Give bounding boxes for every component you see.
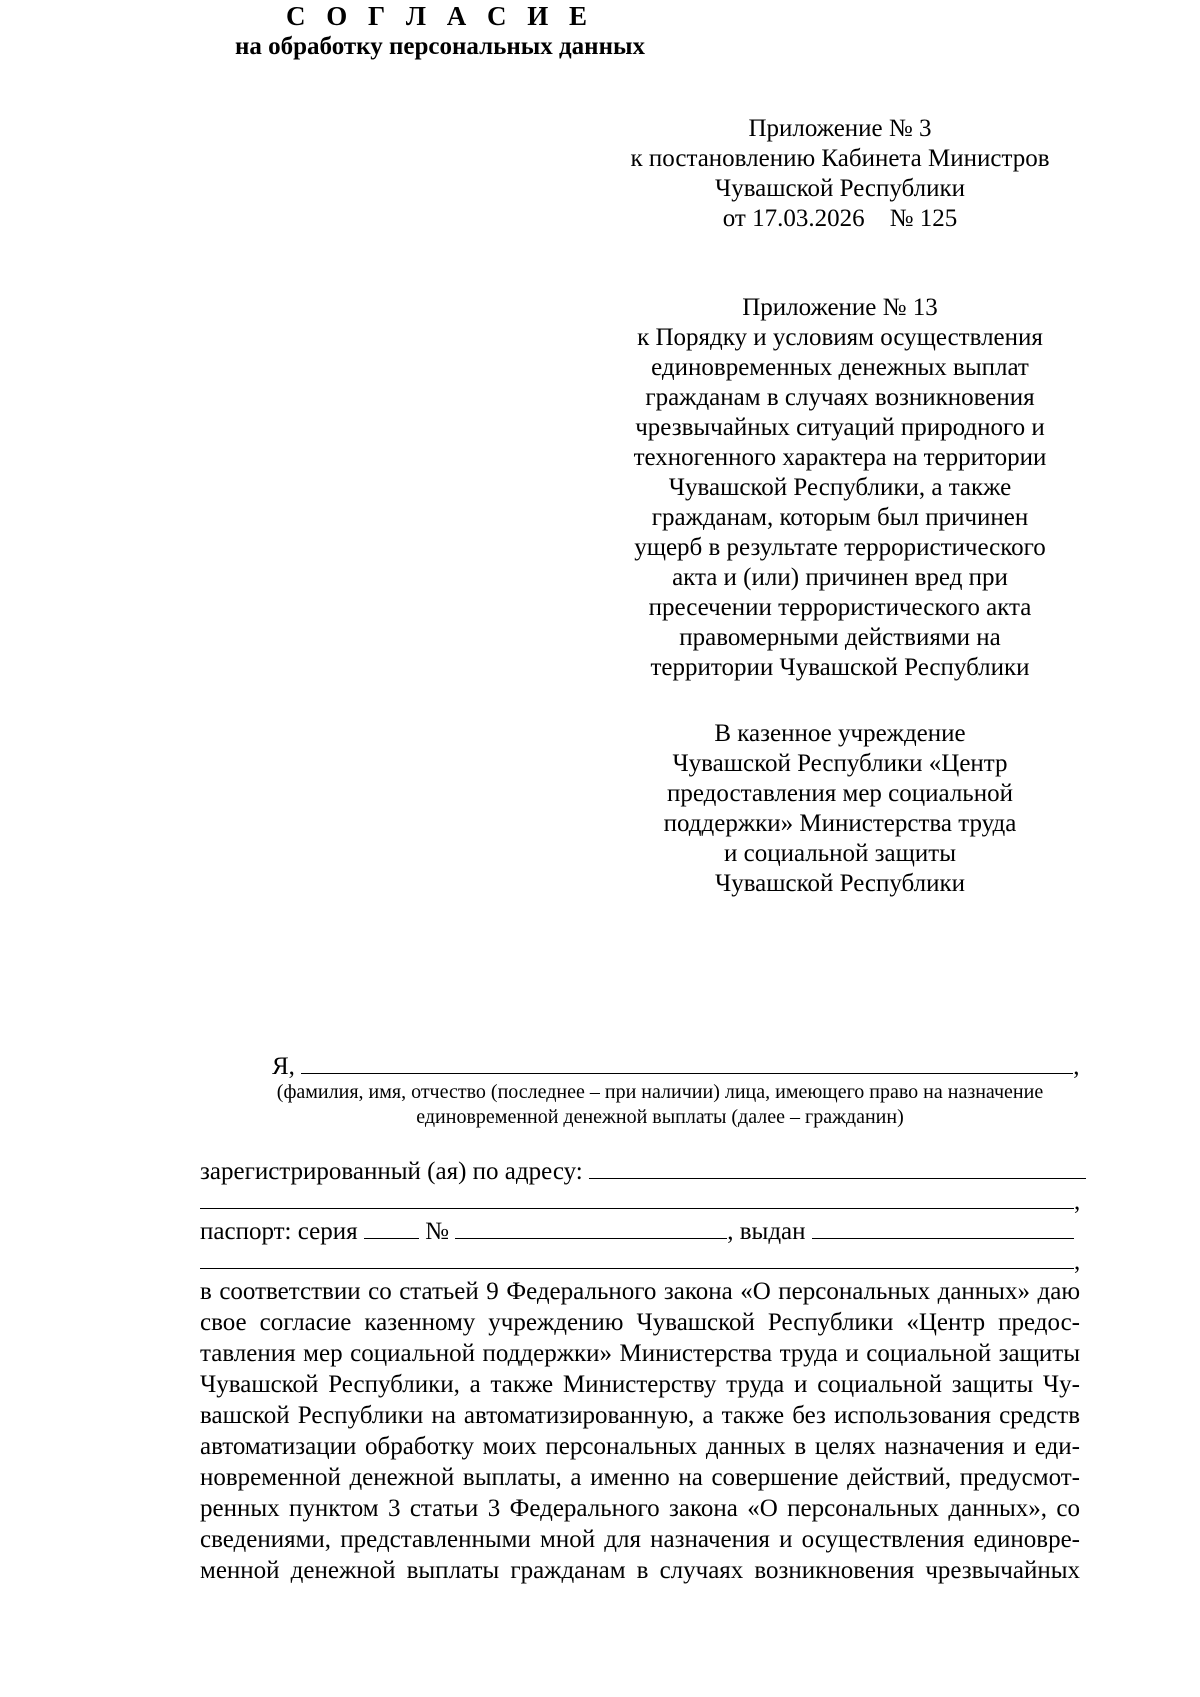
appendix-3-line: от 17.03.2026 № 125 (722, 205, 958, 232)
addressee-line: поддержки» Министерства труда (663, 810, 1017, 837)
passport-label: паспорт: серия (200, 1218, 358, 1245)
addressee-block (600, 719, 1080, 899)
appendix-13-line: правомерными действиями на (679, 624, 1001, 651)
body-line: свое согласие казенному учреждению Чувашской Республики «Центр предос- (200, 1309, 1080, 1336)
consent-body (200, 1276, 1080, 1586)
appendix-3-line: Чувашской Республики (714, 175, 966, 202)
name-field[interactable] (301, 1050, 1073, 1074)
appendix-13-line: техногенного характера на территории (633, 444, 1047, 471)
title-heading: С О Г Л А С И Е (285, 1, 595, 31)
appendix-13-line: пресечении террористического акта (648, 594, 1032, 621)
address-line-2 (200, 1185, 1080, 1215)
appendix-13-line: территории Чувашской Республики (650, 654, 1030, 681)
passport-issued-label: , выдан (727, 1218, 806, 1245)
appendix-13-header (600, 293, 1080, 683)
appendix-13-line: акта и (или) причинен вред при (672, 564, 1008, 591)
body-line: менной денежной выплаты гражданам в случаях возникновения чрезвычайных (200, 1557, 1080, 1584)
passport-issued-field[interactable] (812, 1215, 1074, 1239)
passport-issued-field-2[interactable] (200, 1245, 1074, 1269)
body-line: Чувашской Республики, а также Министерству труда и социальной защиты Чу- (200, 1371, 1080, 1398)
addressee-line: В казенное учреждение (714, 720, 966, 747)
body-line: сведениями, представленными мной для назначения и осуществления единовре- (200, 1526, 1080, 1553)
title-subheading: на обработку персональных данных (235, 33, 645, 60)
name-hint-line: единовременной денежной выплаты (далее – гражданин) (416, 1106, 904, 1128)
address-field-2[interactable] (200, 1185, 1074, 1209)
passport-comma: , (1074, 1248, 1081, 1275)
address-line (200, 1155, 1080, 1185)
appendix-13-line: ущерб в результате террористического (634, 534, 1046, 561)
name-prefix: Я, (272, 1053, 295, 1080)
address-label: зарегистрированный (ая) по адресу: (200, 1158, 583, 1185)
address-field[interactable] (589, 1155, 1086, 1179)
appendix-13-line: к Порядку и условиям осуществления (637, 324, 1043, 351)
body-line: ренных пунктом 3 статьи 3 Федерального закона «О персональных данных», со (200, 1495, 1080, 1522)
body-line: автоматизации обработку моих персональных данных в целях назначения и еди- (200, 1433, 1080, 1460)
appendix-3-line: Приложение № 3 (748, 115, 932, 142)
body-line: вашской Республики на автоматизированную, а также без использования средств (200, 1402, 1080, 1429)
address-comma: , (1074, 1188, 1081, 1215)
passport-number-field[interactable] (455, 1215, 727, 1239)
name-hint (200, 1080, 1120, 1130)
appendix-13-line: Приложение № 13 (742, 294, 938, 321)
appendix-13-line: единовременных денежных выплат (651, 354, 1029, 381)
passport-line-2 (200, 1245, 1080, 1275)
appendix-13-line: гражданам в случаях возникновения (645, 384, 1035, 411)
addressee-line: предоставления мер социальной (667, 780, 1013, 807)
name-hint-line: (фамилия, имя, отчество (последнее – при наличии) лица, имеющего право на назначение (276, 1081, 1044, 1103)
document-title (0, 0, 880, 62)
body-line: в соответствии со статьей 9 Федерального закона «О персональных данных» даю (200, 1278, 1080, 1305)
body-line: тавления мер социальной поддержки» Министерства труда и социальной защиты (200, 1340, 1080, 1367)
appendix-13-line: гражданам, которым был причинен (651, 504, 1029, 531)
appendix-13-line: Чувашской Республики, а также (668, 474, 1012, 501)
passport-series-field[interactable] (364, 1215, 419, 1239)
body-line: новременной денежной выплаты, а именно на совершение действий, предусмот- (200, 1464, 1080, 1491)
addressee-line: Чувашской Республики (714, 870, 966, 897)
name-line (200, 1050, 1080, 1080)
appendix-3-line: к постановлению Кабинета Министров (630, 145, 1050, 172)
passport-number-label: № (425, 1218, 449, 1245)
addressee-line: Чувашской Республики «Центр (672, 750, 1008, 777)
appendix-13-line: чрезвычайных ситуаций природного и (635, 414, 1045, 441)
addressee-line: и социальной защиты (723, 840, 956, 867)
passport-line (200, 1215, 1080, 1245)
name-comma: , (1073, 1053, 1080, 1080)
appendix-3-header (600, 114, 1080, 234)
